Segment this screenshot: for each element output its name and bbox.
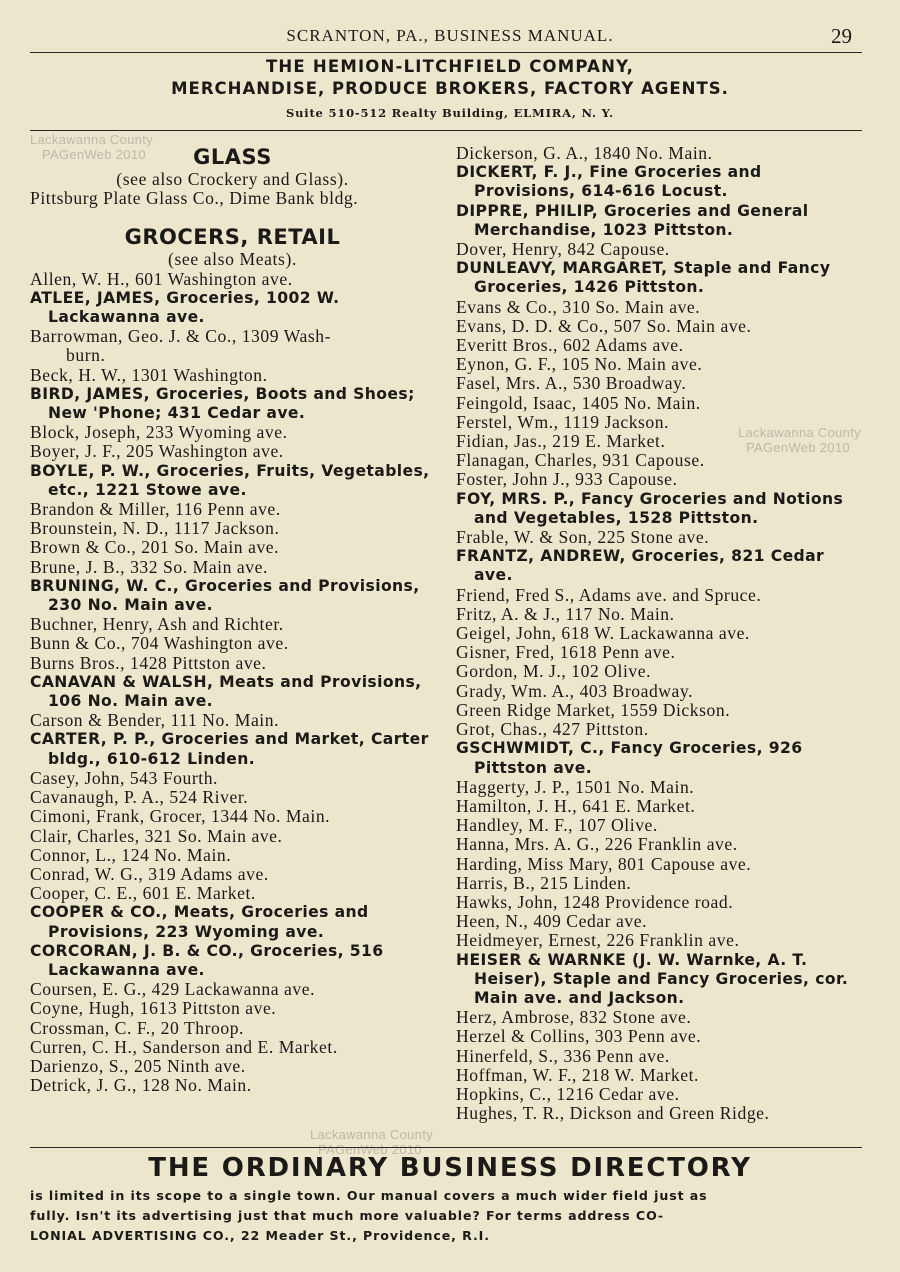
bottom-ad-line: is limited in its scope to a single town. Our manual covers a much wider field just as xyxy=(30,1188,708,1203)
directory-entry: Herz, Ambrose, 832 Stone ave. xyxy=(456,1007,692,1028)
directory-entry: Frable, W. & Son, 225 Stone ave. xyxy=(456,527,710,548)
section-heading: GROCERS, RETAIL xyxy=(124,225,341,250)
entry-line: burn. xyxy=(66,345,106,366)
directory-entry: Casey, John, 543 Fourth. xyxy=(30,767,218,788)
directory-entry-featured: CARTER, P. P., Groceries and Market, Carter bldg., 610-612 Linden. xyxy=(30,730,429,768)
bottom-advertisement xyxy=(0,1152,900,1246)
directory-entry: Cooper, C. E., 601 E. Market. xyxy=(30,883,256,904)
header-rule xyxy=(30,52,862,53)
directory-entry: Ferstel, Wm., 1119 Jackson. xyxy=(456,411,670,432)
bottom-rule xyxy=(30,1147,862,1148)
entry-line: Barrowman, Geo. J. & Co., 1309 Wash- xyxy=(30,326,331,347)
directory-entry: Hamilton, J. H., 641 E. Market. xyxy=(456,795,696,816)
directory-entry-featured: HEISER & WARNKE (J. W. Warnke, A. T. Heiser), Staple and Fancy Groceries, cor. Main ave. and Jackson. xyxy=(456,950,849,1007)
directory-entry-featured: FOY, MRS. P., Fancy Groceries and Notions and Vegetables, 1528 Pittston. xyxy=(456,489,844,527)
directory-entry: Flanagan, Charles, 931 Capouse. xyxy=(456,450,705,471)
watermark-line: Lackawanna County xyxy=(310,1127,433,1142)
directory-entry: Brown & Co., 201 So. Main ave. xyxy=(30,537,280,558)
directory-entry: Conrad, W. G., 319 Adams ave. xyxy=(30,863,269,884)
directory-entry: Green Ridge Market, 1559 Dickson. xyxy=(456,699,731,720)
directory-entry-featured: BIRD, JAMES, Groceries, Boots and Shoes; New 'Phone; 431 Cedar ave. xyxy=(30,384,415,423)
directory-entry: Coyne, Hugh, 1613 Pittston ave. xyxy=(30,998,277,1019)
directory-entry: Darienzo, S., 205 Ninth ave. xyxy=(30,1055,246,1076)
directory-entry: Beck, H. W., 1301 Washington. xyxy=(30,364,268,385)
ad-company-name: THE HEMION-LITCHFIELD COMPANY, xyxy=(265,57,635,76)
directory-entry: Dover, Henry, 842 Capouse. xyxy=(456,239,670,260)
directory-entry: Hoffman, W. F., 218 W. Market. xyxy=(456,1064,699,1085)
directory-entry-featured: DIPPRE, PHILIP, Groceries and General Merchandise, 1023 Pittston. xyxy=(456,201,809,239)
directory-entry: Dickerson, G. A., 1840 No. Main. xyxy=(456,143,713,163)
directory-entry: Boyer, J. F., 205 Washington ave. xyxy=(30,441,284,462)
directory-entry-featured: FRANTZ, ANDREW, Groceries, 821 Cedar ave. xyxy=(456,547,825,585)
directory-entry: Block, Joseph, 233 Wyoming ave. xyxy=(30,422,288,443)
directory-entry: Hughes, T. R., Dickson and Green Ridge. xyxy=(456,1103,770,1124)
directory-entry: Bunn & Co., 704 Washington ave. xyxy=(30,633,289,654)
directory-entry: Hopkins, C., 1216 Cedar ave. xyxy=(456,1083,680,1104)
ad-address: Suite 510-512 Realty Building, ELMIRA, N. Y. xyxy=(286,106,614,120)
directory-entry-featured: DUNLEAVY, MARGARET, Staple and Fancy Groceries, 1426 Pittston. xyxy=(456,259,831,297)
directory-entry-featured: BRUNING, W. C., Groceries and Provisions, 230 No. Main ave. xyxy=(30,576,420,615)
watermark-line: PAGenWeb 2010 xyxy=(318,1142,422,1157)
bottom-ad-body xyxy=(30,1186,870,1246)
watermark-line: PAGenWeb 2010 xyxy=(42,147,146,162)
watermark-line: Lackawanna County xyxy=(30,132,153,147)
directory-entry: Carson & Bender, 111 No. Main. xyxy=(30,710,280,731)
directory-entry-featured: CORCORAN, J. B. & CO., Groceries, 516 Lackawanna ave. xyxy=(30,941,384,979)
directory-entry xyxy=(30,327,435,365)
section-note: (see also Crockery and Glass). xyxy=(116,169,349,189)
watermark-line: PAGenWeb 2010 xyxy=(746,440,850,455)
ad-rule xyxy=(30,130,862,131)
running-head: SCRANTON, PA., BUSINESS MANUAL. xyxy=(286,26,614,45)
directory-entry: Fritz, A. & J., 117 No. Main. xyxy=(456,603,675,624)
directory-entry: Hanna, Mrs. A. G., 226 Franklin ave. xyxy=(456,834,738,855)
directory-entry: Harris, B., 215 Linden. xyxy=(456,872,632,893)
directory-entry: Foster, John J., 933 Capouse. xyxy=(456,469,678,490)
directory-entry: Connor, L., 124 No. Main. xyxy=(30,844,232,865)
directory-entry-featured: DICKERT, F. J., Fine Groceries and Provisions, 614-616 Locust. xyxy=(456,163,762,201)
directory-entry-featured: BOYLE, P. W., Groceries, Fruits, Vegetables, etc., 1221 Stowe ave. xyxy=(30,461,430,499)
directory-entry: Brounstein, N. D., 1117 Jackson. xyxy=(30,518,280,539)
watermark-line: Lackawanna County xyxy=(738,425,861,440)
directory-entry: Fidian, Jas., 219 E. Market. xyxy=(456,431,666,452)
directory-entry: Geigel, John, 618 W. Lackawanna ave. xyxy=(456,623,750,644)
top-advertisement xyxy=(0,56,900,123)
directory-entry: Heidmeyer, Ernest, 226 Franklin ave. xyxy=(456,930,740,951)
directory-entry: Hinerfeld, S., 336 Penn ave. xyxy=(456,1045,670,1066)
directory-entry: Cavanaugh, P. A., 524 River. xyxy=(30,787,249,808)
directory-entry: Feingold, Isaac, 1405 No. Main. xyxy=(456,392,701,413)
directory-entry: Grady, Wm. A., 403 Broadway. xyxy=(456,680,694,701)
directory-entry: Gordon, M. J., 102 Olive. xyxy=(456,661,652,682)
directory-entry-featured: GSCHWMIDT, C., Fancy Groceries, 926 Pittston ave. xyxy=(456,739,803,777)
directory-entry: Fasel, Mrs. A., 530 Broadway. xyxy=(456,373,687,394)
directory-entry: Hawks, John, 1248 Providence road. xyxy=(456,891,734,912)
directory-entry: Pittsburg Plate Glass Co., Dime Bank bldg. xyxy=(30,188,359,209)
directory-entry: Clair, Charles, 321 So. Main ave. xyxy=(30,825,283,846)
directory-entry-featured: ATLEE, JAMES, Groceries, 1002 W. Lackawanna ave. xyxy=(30,288,340,327)
directory-entry: Buchner, Henry, Ash and Richter. xyxy=(30,614,284,635)
directory-entry: Eynon, G. F., 105 No. Main ave. xyxy=(456,354,703,375)
directory-entry: Everitt Bros., 602 Adams ave. xyxy=(456,335,684,356)
directory-entry: Crossman, C. F., 20 Throop. xyxy=(30,1017,244,1038)
directory-entry: Allen, W. H., 601 Washington ave. xyxy=(30,268,293,289)
ad-services: MERCHANDISE, PRODUCE BROKERS, FACTORY AGENTS. xyxy=(171,79,729,98)
directory-entry: Friend, Fred S., Adams ave. and Spruce. xyxy=(456,584,762,605)
bottom-ad-title: THE ORDINARY BUSINESS DIRECTORY xyxy=(148,1153,752,1183)
directory-entry: Brandon & Miller, 116 Penn ave. xyxy=(30,499,281,520)
directory-entry: Grot, Chas., 427 Pittston. xyxy=(456,719,649,740)
page-number: 29 xyxy=(831,24,852,48)
directory-entry: Coursen, E. G., 429 Lackawanna ave. xyxy=(30,979,316,1000)
right-column xyxy=(456,144,862,1123)
section-note: (see also Meats). xyxy=(168,249,297,270)
directory-entry-featured: CANAVAN & WALSH, Meats and Provisions, 106 No. Main ave. xyxy=(30,672,422,711)
directory-entry-featured: COOPER & CO., Meats, Groceries and Provisions, 223 Wyoming ave. xyxy=(30,903,369,941)
directory-entry: Evans, D. D. & Co., 507 So. Main ave. xyxy=(456,315,752,336)
bottom-ad-line: LONIAL ADVERTISING CO., 22 Meader St., Providence, R.I. xyxy=(30,1228,490,1243)
directory-entry: Cimoni, Frank, Grocer, 1344 No. Main. xyxy=(30,806,331,827)
left-column xyxy=(30,144,435,1095)
directory-entry: Handley, M. F., 107 Olive. xyxy=(456,815,658,836)
directory-entry: Harding, Miss Mary, 801 Capouse ave. xyxy=(456,853,752,874)
directory-entry: Heen, N., 409 Cedar ave. xyxy=(456,911,648,932)
directory-entry: Gisner, Fred, 1618 Penn ave. xyxy=(456,642,676,663)
directory-entry: Detrick, J. G., 128 No. Main. xyxy=(30,1075,252,1096)
section-heading: GLASS xyxy=(193,145,272,169)
bottom-ad-line: fully. Isn't its advertising just that much more valuable? For terms address CO- xyxy=(30,1208,665,1223)
directory-entry: Brune, J. B., 332 So. Main ave. xyxy=(30,556,268,577)
spacer xyxy=(30,208,435,224)
directory-entry: Evans & Co., 310 So. Main ave. xyxy=(456,296,701,317)
directory-entry: Burns Bros., 1428 Pittston ave. xyxy=(30,652,267,673)
directory-entry: Haggerty, J. P., 1501 No. Main. xyxy=(456,776,695,797)
directory-entry: Herzel & Collins, 303 Penn ave. xyxy=(456,1026,702,1047)
directory-entry: Curren, C. H., Sanderson and E. Market. xyxy=(30,1036,338,1057)
